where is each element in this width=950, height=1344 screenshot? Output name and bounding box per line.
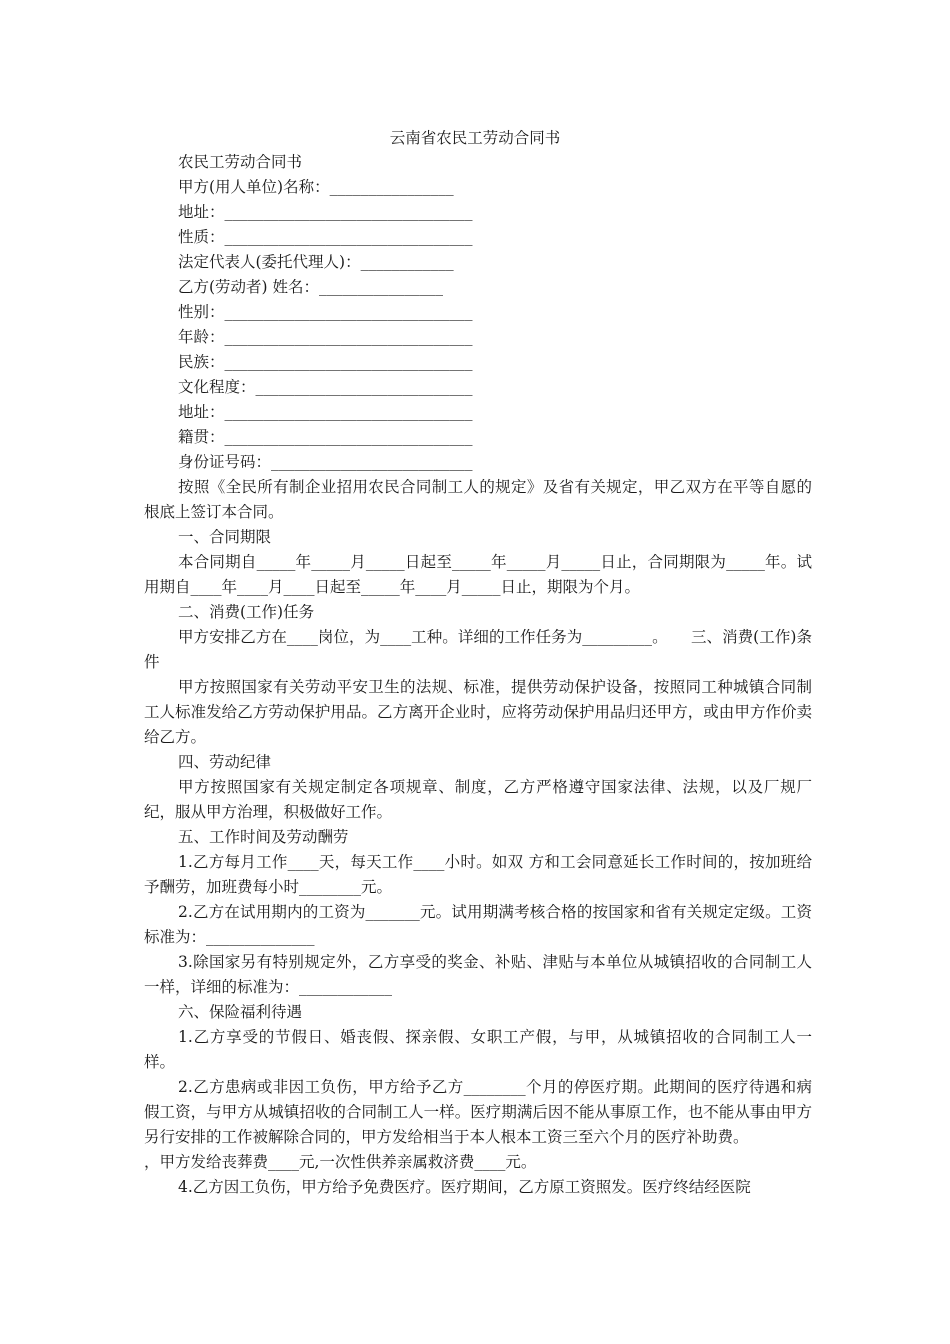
- sick-leave-paragraph: 2.乙方患病或非因工负伤，甲方给予乙方________个月的停医疗期。此期间的医疗待遇和病假工资，与甲方从城镇招收的合同制工人一样。医疗期满后因不能从事原工作，也不能从事由甲方另行安排的工作被解除合同的，甲方发给相当于本人根本工资三至六个月的医疗补助费。: [144, 1078, 812, 1146]
- worker-name-field: 乙方(劳动者) 姓名：________________: [178, 278, 444, 296]
- worker-age-field: 年龄：________________________________: [178, 328, 473, 346]
- worker-address-field: 地址：________________________________: [178, 403, 473, 421]
- worker-gender-field: 性别：________________________________: [178, 303, 473, 321]
- section-heading-tasks: 二、消费(工作)任务: [178, 603, 315, 621]
- employer-name-field: 甲方(用人单位)名称：________________: [178, 178, 454, 196]
- holidays-paragraph: 1.乙方享受的节假日、婚丧假、探亲假、女职工产假，与甲，从城镇招收的合同制工人一样。: [144, 1028, 812, 1071]
- worker-ethnicity-field: 民族：________________________________: [178, 353, 473, 371]
- document-title: 云南省农民工劳动合同书: [389, 129, 561, 147]
- bonus-allowance-paragraph: 3.除国家另有特别规定外，乙方享受的奖金、补贴、津贴与本单位从城镇招收的合同制工人一样，详细的标准为：____________: [144, 953, 812, 996]
- employer-address-field: 地址：________________________________: [178, 203, 473, 221]
- party-info-fields: [178, 150, 473, 475]
- section-heading-discipline: 四、劳动纪律: [178, 753, 272, 771]
- worker-id-number-field: 身份证号码：__________________________: [178, 453, 473, 471]
- contract-term-paragraph: 本合同期自_____年_____月_____日起至_____年_____月_____日止，合同期限为_____年。试用期自____年____月____日起至_____年____月_____日止，期限为个月。: [144, 553, 812, 596]
- working-hours-paragraph: 1.乙方每月工作____天，每天工作____小时。如双 方和工会同意延长工作时间的，按加班给予酬劳，加班费每小时________元。: [144, 853, 812, 896]
- labor-discipline-paragraph: 甲方按照国家有关规定制定各项规章、制度，乙方严格遵守国家法律、法规，以及厂规厂纪，服从甲方治理，积极做好工作。: [144, 778, 812, 821]
- work-conditions-paragraph: 甲方按照国家有关劳动平安卫生的法规、标准，提供劳动保护设备，按照同工种城镇合同制工人标准发给乙方劳动保护用品。乙方离开企业时，应将劳动保护用品归还甲方，或由甲方作价卖给乙方。: [144, 678, 812, 746]
- section-heading-insurance: 六、保险福利待遇: [178, 1003, 303, 1021]
- employer-nature-field: 性质：________________________________: [178, 228, 473, 246]
- funeral-expense-paragraph: ，甲方发给丧葬费____元,一次性供养亲属救济费____元。: [144, 1153, 537, 1171]
- work-injury-paragraph: 4.乙方因工负伤，甲方给予免费医疗。医疗期间，乙方原工资照发。医疗终结经医院: [178, 1178, 751, 1196]
- contract-subtitle: 农民工劳动合同书: [178, 153, 303, 171]
- work-tasks-paragraph: 甲方安排乙方在____岗位，为____工种。详细的工作任务为_________。 三、消费(工作)条件: [144, 628, 812, 671]
- probation-wage-paragraph: 2.乙方在试用期内的工资为_______元。试用期满考核合格的按国家和省有关规定定级。工资标准为：______________: [144, 903, 812, 946]
- legal-representative-field: 法定代表人(委托代理人)：____________: [178, 253, 454, 271]
- contract-body: [144, 475, 812, 1200]
- preamble-paragraph: 按照《全民所有制企业招用农民合同制工人的规定》及省有关规定，甲乙双方在平等自愿的根底上签订本合同。: [144, 478, 812, 521]
- worker-hometown-field: 籍贯：________________________________: [178, 428, 473, 446]
- section-heading-term: 一、合同期限: [178, 528, 272, 546]
- section-heading-hours-pay: 五、工作时间及劳动酬劳: [178, 828, 349, 846]
- worker-education-field: 文化程度：____________________________: [178, 378, 473, 396]
